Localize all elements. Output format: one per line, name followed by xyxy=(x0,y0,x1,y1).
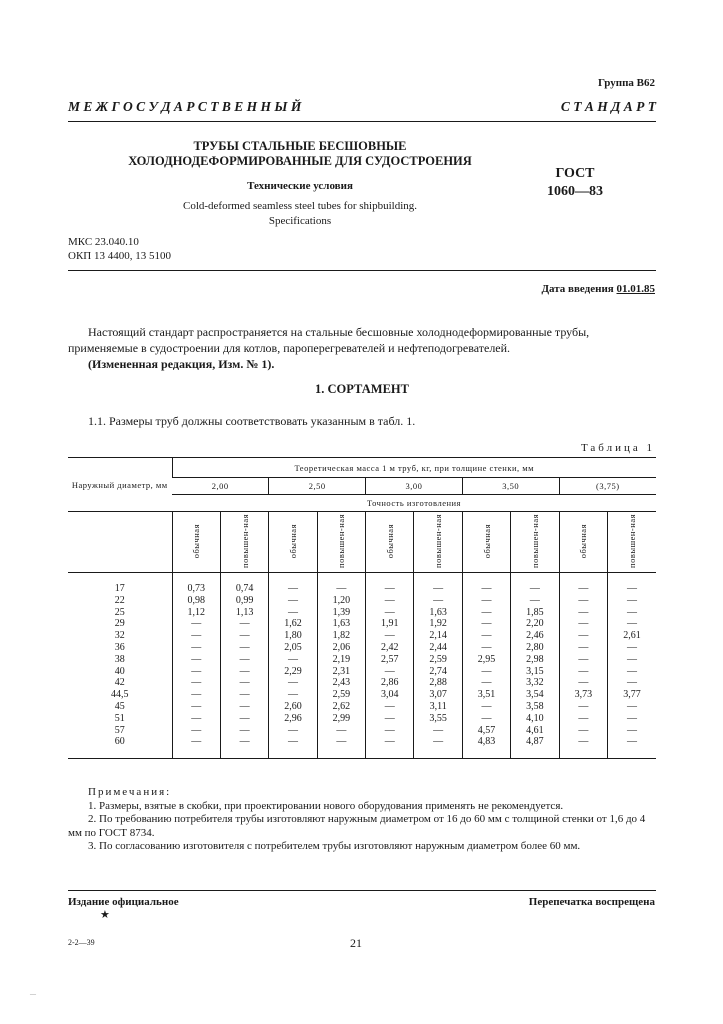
table-row xyxy=(68,736,656,748)
mass-cell: — xyxy=(172,736,220,748)
mass-cell: — xyxy=(559,666,607,678)
table-row xyxy=(68,725,656,737)
reprint-prohibited: Перепечатка воспрещена xyxy=(528,896,655,908)
mass-cell: — xyxy=(414,725,462,737)
english-line-1: Cold-deformed seamless steel tubes for shipbuilding. xyxy=(182,200,417,212)
mass-cell: — xyxy=(172,689,220,701)
accuracy-header: Точность изготовления xyxy=(172,495,656,512)
mass-cell: 4,57 xyxy=(462,725,510,737)
mass-cell: 4,10 xyxy=(511,713,559,725)
accuracy-high: повышен-ная xyxy=(511,512,559,573)
mass-cell: — xyxy=(366,666,414,678)
mass-cell: 1,91 xyxy=(366,618,414,630)
mass-cell: 3,77 xyxy=(608,689,656,701)
mass-cell: — xyxy=(414,595,462,607)
mass-cell: — xyxy=(172,654,220,666)
mass-cell: 2,44 xyxy=(414,642,462,654)
table-row xyxy=(68,583,656,595)
mass-cell: — xyxy=(269,595,317,607)
outer-diameter-cell: 22 xyxy=(114,594,125,606)
note-1: 1. Размеры, взятые в скобки, при проектировании нового оборудования применять не рекомендуется. xyxy=(88,799,564,812)
accuracy-high: повышен-ная xyxy=(220,512,268,573)
mass-cell: 1,13 xyxy=(220,607,268,619)
mass-cell: — xyxy=(220,630,268,642)
mass-cell: — xyxy=(559,583,607,595)
mass-cell: — xyxy=(269,725,317,737)
table-spacer-row xyxy=(68,573,656,584)
table-row xyxy=(68,666,656,678)
mass-cell: 1,63 xyxy=(414,607,462,619)
mass-cell: — xyxy=(172,701,220,713)
mass-cell: — xyxy=(269,677,317,689)
official-edition: Издание официальное xyxy=(68,896,179,908)
accuracy-normal: обычная xyxy=(462,512,510,573)
mass-cell: 2,46 xyxy=(511,630,559,642)
mass-cell: 0,74 xyxy=(220,583,268,595)
print-code: 2-2—39 xyxy=(68,938,95,947)
banner-word-1: М Е Ж Г О С У Д А Р С Т В Е Н Н Ы Й xyxy=(68,99,302,114)
date-label: Дата введения xyxy=(541,283,614,295)
mass-cell: — xyxy=(172,666,220,678)
mass-cell: 3,04 xyxy=(366,689,414,701)
mass-cell: — xyxy=(462,713,510,725)
mass-cell: — xyxy=(559,595,607,607)
mass-cell: 2,98 xyxy=(511,654,559,666)
mass-cell: — xyxy=(317,725,365,737)
mass-cell: 2,05 xyxy=(269,642,317,654)
mass-cell: 3,11 xyxy=(414,701,462,713)
mass-cell: — xyxy=(462,666,510,678)
mass-cell: — xyxy=(172,630,220,642)
mass-cell: 2,06 xyxy=(317,642,365,654)
table-row xyxy=(68,701,656,713)
note-3: 3. По согласованию изготовителя с потребителем трубы изготовляют наружным диаметром более 60 мм. xyxy=(88,840,581,852)
mass-cell: — xyxy=(559,607,607,619)
footer-rule xyxy=(68,890,656,891)
mass-cell: — xyxy=(608,607,656,619)
mass-cell: 4,61 xyxy=(511,725,559,737)
mass-cell: — xyxy=(608,618,656,630)
mass-cell: 1,12 xyxy=(172,607,220,619)
mass-cell: 3,55 xyxy=(414,713,462,725)
mass-cell: 2,88 xyxy=(414,677,462,689)
outer-diameter-cell: 17 xyxy=(114,583,125,594)
mass-cell: 2,43 xyxy=(317,677,365,689)
english-title xyxy=(110,199,490,229)
table-caption: Таблица 1 xyxy=(580,442,655,454)
mass-cell: — xyxy=(511,583,559,595)
group-code: Группа В62 xyxy=(597,77,655,89)
outer-diameter-cell: 32 xyxy=(114,630,125,642)
title-line-1: ТРУБЫ СТАЛЬНЫЕ БЕСШОВНЫЕ xyxy=(193,139,407,153)
table-row xyxy=(68,642,656,654)
table-row xyxy=(68,618,656,630)
english-line-2: Specifications xyxy=(268,215,332,227)
mass-cell: 2,61 xyxy=(608,630,656,642)
mass-cell: — xyxy=(608,713,656,725)
mass-cell: 2,59 xyxy=(317,689,365,701)
table-row xyxy=(68,677,656,689)
mass-cell: 2,95 xyxy=(462,654,510,666)
diameter-header: Наружный диаметр, мм xyxy=(68,458,172,512)
accuracy-normal: обычная xyxy=(559,512,607,573)
mass-cell: 1,82 xyxy=(317,630,365,642)
date-value: 01.01.85 xyxy=(616,283,655,295)
mass-cell: — xyxy=(366,701,414,713)
mass-cell: — xyxy=(366,736,414,748)
mass-cell: — xyxy=(366,630,414,642)
mass-cell: — xyxy=(462,630,510,642)
mass-cell: — xyxy=(172,677,220,689)
mass-cell: — xyxy=(172,713,220,725)
mass-cell: — xyxy=(220,654,268,666)
outer-diameter-cell: 36 xyxy=(114,641,125,653)
mass-cell: 2,20 xyxy=(511,618,559,630)
mass-cell: 3,07 xyxy=(414,689,462,701)
thickness-2-00: 2,00 xyxy=(172,478,269,495)
star-mark: ★ xyxy=(100,909,110,921)
thickness-3-00: 3,00 xyxy=(366,478,463,495)
mass-cell: — xyxy=(366,713,414,725)
outer-diameter-cell: 45 xyxy=(114,700,125,712)
accuracy-normal: обычная xyxy=(269,512,317,573)
mass-cell: — xyxy=(608,583,656,595)
mass-cell: 2,86 xyxy=(366,677,414,689)
intro-paragraph xyxy=(68,324,656,372)
mass-cell: 2,74 xyxy=(414,666,462,678)
table-row xyxy=(68,607,656,619)
header-rule xyxy=(68,121,656,122)
standard-banner xyxy=(68,99,656,115)
accuracy-high: повышен-ная xyxy=(317,512,365,573)
mass-cell: — xyxy=(220,677,268,689)
mass-cell: — xyxy=(220,666,268,678)
mass-cell: — xyxy=(608,736,656,748)
mass-cell: — xyxy=(317,583,365,595)
mass-cell: 1,85 xyxy=(511,607,559,619)
mass-cell: — xyxy=(559,725,607,737)
mass-cell: — xyxy=(608,595,656,607)
mass-cell: — xyxy=(317,736,365,748)
mass-cell: 3,51 xyxy=(462,689,510,701)
mass-cell: 3,32 xyxy=(511,677,559,689)
mass-cell: — xyxy=(608,666,656,678)
mass-cell: — xyxy=(462,618,510,630)
gost-label: ГОСТ xyxy=(555,166,595,181)
mass-cell: — xyxy=(462,583,510,595)
mass-cell: 1,20 xyxy=(317,595,365,607)
mass-cell: — xyxy=(462,607,510,619)
mass-cell: — xyxy=(269,654,317,666)
revision-note: (Измененная редакция, Изм. № 1). xyxy=(88,357,275,371)
outer-diameter-cell: 51 xyxy=(114,712,125,724)
tube-mass-table xyxy=(68,457,656,759)
outer-diameter-cell: 40 xyxy=(114,665,125,677)
accuracy-high: повышен-ная xyxy=(608,512,656,573)
table-end-row xyxy=(68,748,656,759)
corner-mark: — xyxy=(30,992,36,998)
mass-cell: — xyxy=(366,607,414,619)
introduction-date xyxy=(541,283,655,295)
mass-cell: — xyxy=(608,701,656,713)
mass-cell: 2,96 xyxy=(269,713,317,725)
mass-cell: — xyxy=(220,642,268,654)
mass-cell: 2,60 xyxy=(269,701,317,713)
mass-cell: 2,80 xyxy=(511,642,559,654)
mass-cell: — xyxy=(559,701,607,713)
mass-cell: 1,39 xyxy=(317,607,365,619)
notes-heading: Примечания: xyxy=(88,786,172,798)
page-number: 21 xyxy=(350,936,362,950)
mass-cell: 2,29 xyxy=(269,666,317,678)
mass-cell: — xyxy=(462,642,510,654)
mass-cell: — xyxy=(559,642,607,654)
mass-cell: 3,58 xyxy=(511,701,559,713)
mass-cell: — xyxy=(608,654,656,666)
intro-text: Настоящий стандарт распространяется на стальные бесшовные холоднодеформированные трубы, применяемые в судостроении для котлов, пароперегревателей и нефтеподогревателей. xyxy=(68,325,590,355)
mass-cell: — xyxy=(559,618,607,630)
mass-cell: — xyxy=(220,618,268,630)
title-line-2: ХОЛОДНОДЕФОРМИРОВАННЫЕ ДЛЯ СУДОСТРОЕНИЯ xyxy=(128,154,472,168)
mass-cell: 2,31 xyxy=(317,666,365,678)
mass-cell: 2,57 xyxy=(366,654,414,666)
table-row xyxy=(68,595,656,607)
mass-cell: — xyxy=(414,583,462,595)
table-body xyxy=(68,573,656,759)
mass-cell: — xyxy=(172,618,220,630)
mass-cell: — xyxy=(462,595,510,607)
mass-cell: — xyxy=(559,677,607,689)
mass-cell: 1,80 xyxy=(269,630,317,642)
mass-cell: — xyxy=(172,642,220,654)
document-subtitle: Технические условия xyxy=(247,180,353,192)
codes-rule xyxy=(68,270,656,271)
table-row xyxy=(68,689,656,701)
mass-cell: 2,59 xyxy=(414,654,462,666)
mass-cell: 0,98 xyxy=(172,595,220,607)
mass-cell: 2,99 xyxy=(317,713,365,725)
mass-cell: 2,62 xyxy=(317,701,365,713)
gost-code: 1060—83 xyxy=(547,184,603,199)
outer-diameter-cell: 38 xyxy=(114,653,125,665)
clause-1-1: 1.1. Размеры труб должны соответствовать указанным в табл. 1. xyxy=(88,414,416,428)
mass-cell: — xyxy=(269,607,317,619)
mass-cell: — xyxy=(608,642,656,654)
mass-cell: 2,14 xyxy=(414,630,462,642)
thickness-2-50: 2,50 xyxy=(269,478,366,495)
classification-codes xyxy=(68,235,171,263)
mass-cell: — xyxy=(559,630,607,642)
mass-cell: — xyxy=(220,713,268,725)
mass-cell: — xyxy=(414,736,462,748)
mass-cell: — xyxy=(220,736,268,748)
mass-cell: — xyxy=(559,713,607,725)
mass-cell: 2,19 xyxy=(317,654,365,666)
mass-cell: — xyxy=(269,583,317,595)
mass-cell: 1,63 xyxy=(317,618,365,630)
mass-cell: — xyxy=(269,736,317,748)
mass-header: Теоретическая масса 1 м труб, кг, при толщине стенки, мм xyxy=(172,458,656,478)
mass-cell: — xyxy=(366,725,414,737)
mass-cell: 3,54 xyxy=(511,689,559,701)
table-row xyxy=(68,713,656,725)
accuracy-high: повышен-ная xyxy=(414,512,462,573)
thickness-3-50: 3,50 xyxy=(462,478,559,495)
outer-diameter-cell: 25 xyxy=(114,606,125,618)
mass-cell: — xyxy=(220,689,268,701)
mass-cell: — xyxy=(172,725,220,737)
mass-cell: — xyxy=(366,595,414,607)
table-notes xyxy=(68,786,656,854)
mass-cell: 0,73 xyxy=(172,583,220,595)
accuracy-normal: обычная xyxy=(172,512,220,573)
mass-cell: 3,73 xyxy=(559,689,607,701)
mass-cell: 1,92 xyxy=(414,618,462,630)
banner-word-2: С Т А Н Д А Р Т xyxy=(560,99,656,114)
mass-cell: — xyxy=(608,677,656,689)
outer-diameter-cell: 57 xyxy=(114,724,125,736)
mass-cell: — xyxy=(462,677,510,689)
table-row xyxy=(68,654,656,666)
document-title xyxy=(110,139,490,169)
mass-cell: — xyxy=(462,701,510,713)
mass-cell: — xyxy=(511,595,559,607)
mass-cell: — xyxy=(608,725,656,737)
mass-cell: — xyxy=(559,736,607,748)
outer-diameter-cell: 44,5 xyxy=(111,689,129,701)
mass-cell: 4,83 xyxy=(462,736,510,748)
mass-cell: 4,87 xyxy=(511,736,559,748)
mass-cell: 3,15 xyxy=(511,666,559,678)
okp-code: ОКП 13 4400, 13 5100 xyxy=(68,250,171,262)
mks-code: МКС 23.040.10 xyxy=(68,236,139,248)
mass-cell: — xyxy=(366,583,414,595)
note-2: 2. По требованию потребителя трубы изготовляют наружным диаметром от 16 до 60 мм с толщиной стенки от 1,6 до 4 мм по ГОСТ 8734. xyxy=(68,813,646,839)
mass-cell: 1,62 xyxy=(269,618,317,630)
section-heading: 1. СОРТАМЕНТ xyxy=(315,382,409,396)
thickness-3-75: (3,75) xyxy=(559,478,656,495)
accuracy-normal: обычная xyxy=(366,512,414,573)
mass-cell: — xyxy=(220,701,268,713)
mass-cell: 0,99 xyxy=(220,595,268,607)
outer-diameter-cell: 29 xyxy=(114,618,125,630)
outer-diameter-cell: 42 xyxy=(114,677,125,689)
mass-cell: — xyxy=(559,654,607,666)
mass-cell: — xyxy=(220,725,268,737)
table-row xyxy=(68,630,656,642)
gost-number xyxy=(520,165,630,201)
mass-cell: — xyxy=(269,689,317,701)
outer-diameter-cell: 60 xyxy=(114,736,125,748)
mass-cell: 2,42 xyxy=(366,642,414,654)
diameter-header-spacer xyxy=(68,512,172,573)
